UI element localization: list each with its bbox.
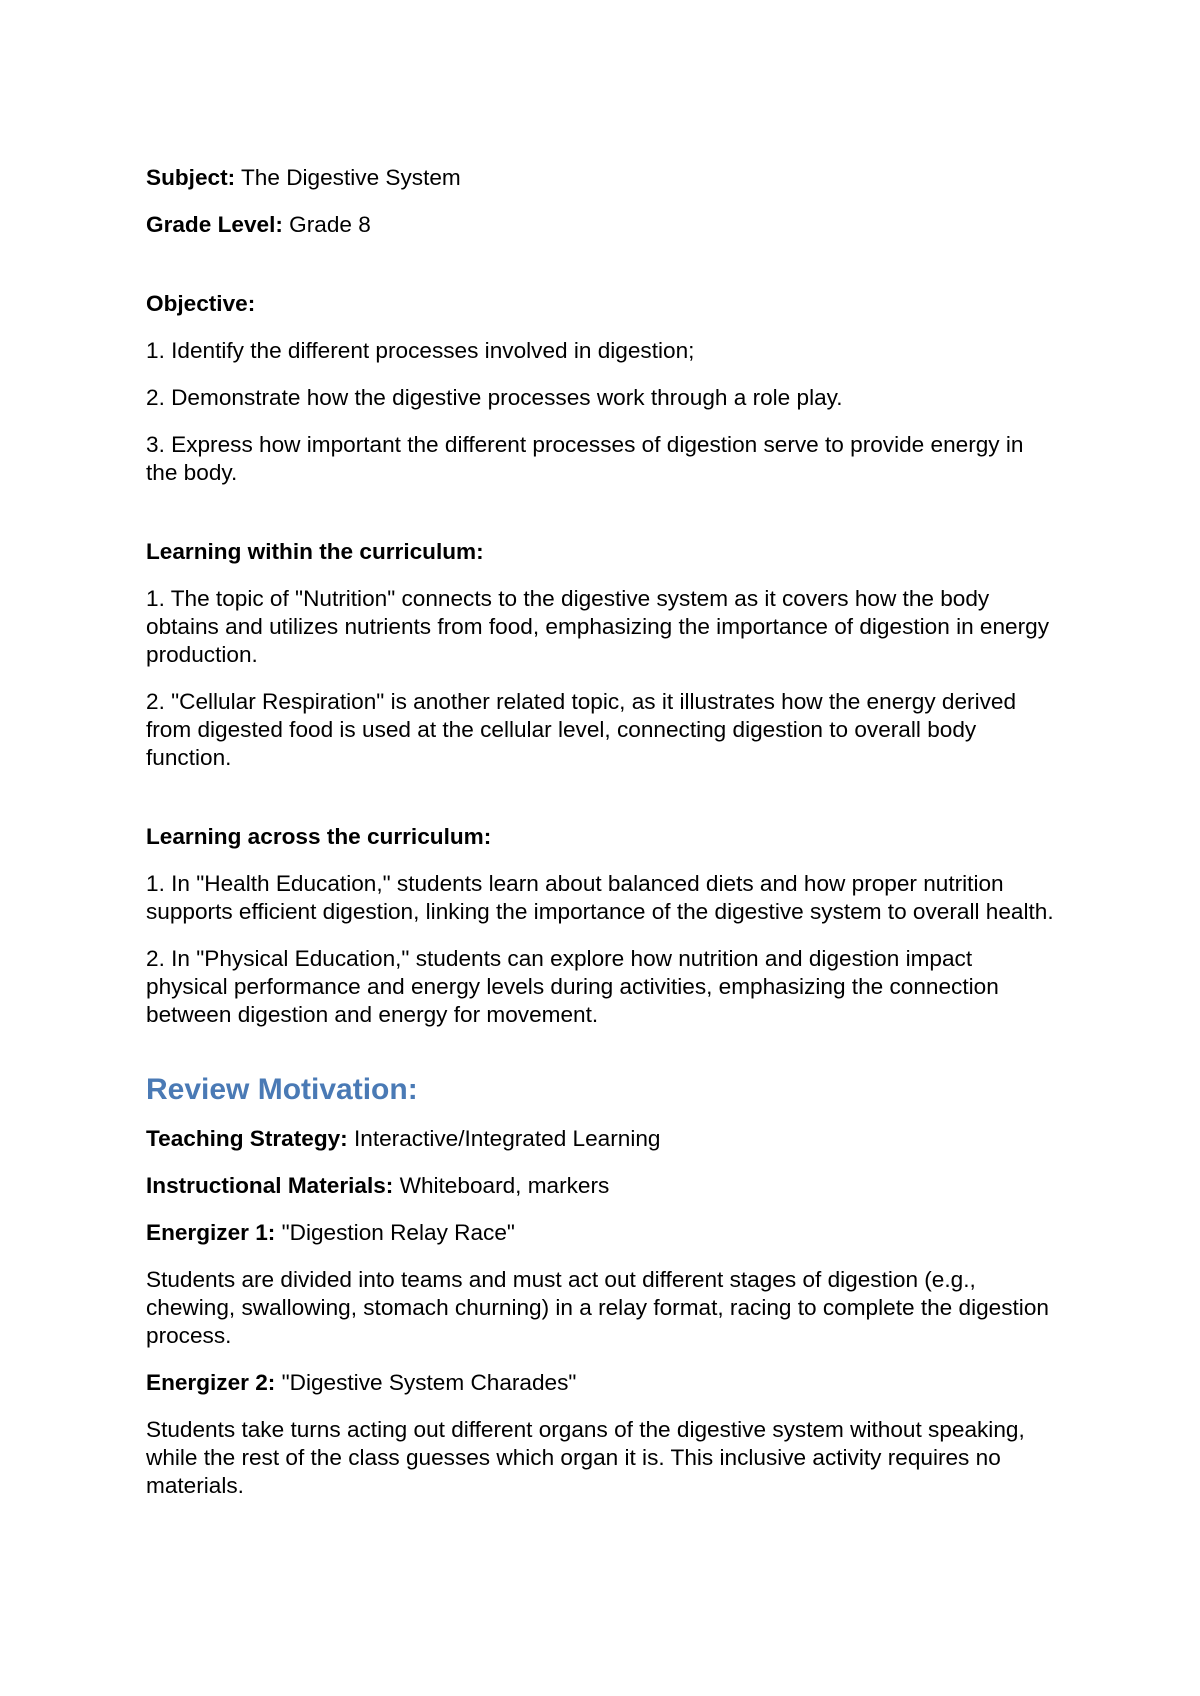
energizer-1-label: Energizer 1: bbox=[146, 1220, 276, 1245]
spacer bbox=[146, 1048, 1060, 1072]
subject-line bbox=[146, 164, 1060, 192]
learning-within-item: 1. The topic of "Nutrition" connects to the digestive system as it covers how the body obtains and utilizes nutrients from food, emphasizing the importance of digestion in energy production. bbox=[146, 586, 1050, 667]
energizer-2-value: "Digestive System Charades" bbox=[275, 1370, 577, 1395]
learning-across-heading: Learning across the curriculum: bbox=[146, 824, 492, 849]
spacer bbox=[146, 258, 1060, 290]
teaching-strategy-line bbox=[146, 1125, 1060, 1153]
objective-item: 3. Express how important the different processes of digestion serve to provide energy in the body. bbox=[146, 432, 1024, 485]
instructional-materials-label: Instructional Materials: bbox=[146, 1173, 394, 1198]
spacer bbox=[146, 791, 1060, 823]
learning-within-item: 2. "Cellular Respiration" is another related topic, as it illustrates how the energy derived from digested food is used at the cellular level, connecting digestion to overall body function. bbox=[146, 689, 1017, 770]
energizer-2-label: Energizer 2: bbox=[146, 1370, 276, 1395]
instructional-materials-value: Whiteboard, markers bbox=[393, 1173, 610, 1198]
grade-level-label: Grade Level: bbox=[146, 212, 283, 237]
energizer-1-description: Students are divided into teams and must act out different stages of digestion (e.g., chewing, swallowing, stomach churning) in a relay format, racing to complete the digestion process. bbox=[146, 1267, 1049, 1348]
energizer-2-line bbox=[146, 1369, 1060, 1397]
objective-heading: Objective: bbox=[146, 291, 256, 316]
objective-item: 2. Demonstrate how the digestive processes work through a role play. bbox=[146, 385, 843, 410]
learning-across-item: 2. In "Physical Education," students can explore how nutrition and digestion impact physical performance and energy levels during activities, emphasizing the connection between digestion and energy for movement. bbox=[146, 946, 999, 1027]
subject-value: The Digestive System bbox=[235, 165, 461, 190]
objective-item: 1. Identify the different processes involved in digestion; bbox=[146, 338, 695, 363]
learning-across-item: 1. In "Health Education," students learn about balanced diets and how proper nutrition supports efficient digestion, linking the importance of the digestive system to overall health. bbox=[146, 871, 1054, 924]
grade-level-line bbox=[146, 211, 1060, 239]
energizer-2-description: Students take turns acting out different organs of the digestive system without speaking, while the rest of the class guesses which organ it is. This inclusive activity requires no materials. bbox=[146, 1417, 1025, 1498]
learning-within-heading: Learning within the curriculum: bbox=[146, 539, 484, 564]
grade-level-value: Grade 8 bbox=[282, 212, 371, 237]
energizer-1-line bbox=[146, 1219, 1060, 1247]
instructional-materials-line bbox=[146, 1172, 1060, 1200]
spacer bbox=[146, 506, 1060, 538]
energizer-1-value: "Digestion Relay Race" bbox=[275, 1220, 515, 1245]
subject-label: Subject: bbox=[146, 165, 236, 190]
teaching-strategy-label: Teaching Strategy: bbox=[146, 1126, 348, 1151]
teaching-strategy-value: Interactive/Integrated Learning bbox=[347, 1126, 661, 1151]
review-motivation-title: Review Motivation: bbox=[146, 1073, 418, 1106]
